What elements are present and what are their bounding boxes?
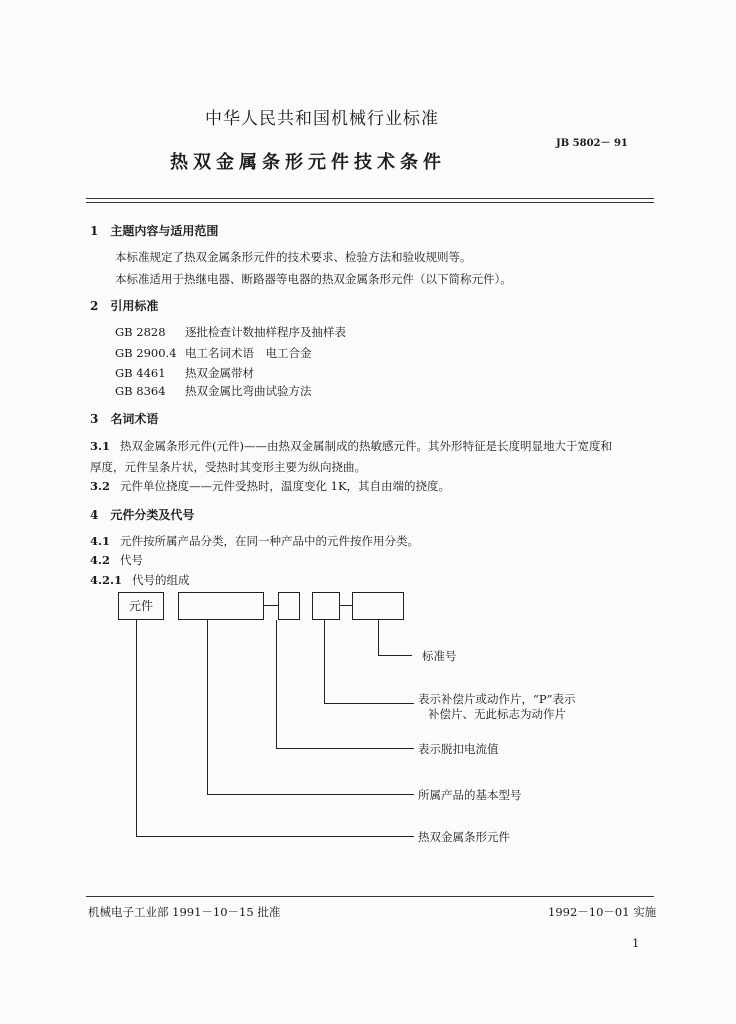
- lead-line-element-h: [136, 836, 414, 837]
- section-3-heading: 3 名词术语: [90, 412, 159, 426]
- header-rule: [86, 198, 654, 199]
- reference-item: [115, 365, 254, 381]
- clause-3-2: [90, 478, 450, 494]
- reference-title: 热双金属带材: [185, 366, 254, 380]
- clause-number: 3.2: [90, 479, 111, 493]
- reference-title: 电工名词术语 电工合金: [185, 346, 312, 360]
- label-element: 热双金属条形元件: [418, 830, 510, 844]
- clause-number: 4.2: [90, 553, 111, 567]
- reference-code: GB 2900.4: [115, 346, 177, 360]
- section-1-paragraph-2: 本标准适用于热继电器、断路器等电器的热双金属条形元件（以下简称元件）。: [115, 272, 512, 286]
- clause-text: 热双金属条形元件(元件)——由热双金属制成的热敏感元件。其外形特征是长度明显地大于宽度和: [120, 439, 612, 453]
- reference-item: [115, 324, 346, 340]
- header-rule-second: [86, 202, 654, 203]
- effective-date: 1992－10－01 实施: [548, 905, 657, 919]
- code-box-standard: [352, 592, 404, 620]
- approval-note: 机械电子工业部 1991－10－15 批准: [88, 905, 281, 919]
- reference-code: GB 4461: [115, 366, 166, 380]
- section-1-paragraph-1: 本标准规定了热双金属条形元件的技术要求、检验方法和验收规则等。: [115, 250, 472, 264]
- label-compensate-line-2: 补偿片、无此标志为动作片: [428, 707, 566, 721]
- lead-line-model: [207, 620, 208, 794]
- code-box-current: [278, 592, 300, 620]
- reference-title: 逐批检查计数抽样程序及抽样表: [185, 325, 346, 339]
- reference-title: 热双金属比弯曲试验方法: [185, 384, 312, 398]
- clause-text: 代号的组成: [132, 573, 190, 587]
- clause-number: 4.1: [90, 534, 111, 548]
- section-4-heading: 4 元件分类及代号: [90, 508, 195, 522]
- code-box-type: [312, 592, 340, 620]
- label-compensate-line-1: 表示补偿片或动作片，“P”表示: [418, 692, 576, 706]
- clause-4-1: [90, 533, 419, 549]
- clause-text: 代号: [120, 553, 143, 567]
- lead-line-trip: [276, 620, 277, 748]
- lead-line-type-h: [324, 703, 414, 704]
- clause-text: 元件按所属产品分类，在同一种产品中的元件按作用分类。: [120, 534, 419, 548]
- clause-3-1: [90, 438, 612, 454]
- lead-line-trip-h: [276, 748, 414, 749]
- document-title: 热双金属条形元件技术条件: [170, 152, 446, 173]
- reference-code: GB 8364: [115, 384, 166, 398]
- clause-number: 3.1: [90, 439, 111, 453]
- lead-line-type: [324, 620, 325, 703]
- code-box-model: [178, 592, 264, 620]
- label-standard-number: 标准号: [422, 649, 457, 663]
- code-box-element: 元件: [118, 592, 164, 620]
- reference-item: [115, 345, 312, 361]
- clause-3-1-continued: 厚度，元件呈条片状，受热时其变形主要为纵向挠曲。: [90, 460, 366, 474]
- reference-item: [115, 383, 312, 399]
- footer-rule: [86, 896, 654, 897]
- lead-line-standard: [378, 620, 379, 655]
- issuing-organization: 中华人民共和国机械行业标准: [205, 109, 439, 129]
- lead-line-element: [136, 620, 137, 836]
- reference-code: GB 2828: [115, 325, 166, 339]
- clause-4-2: [90, 552, 143, 568]
- lead-line-model-h: [207, 794, 414, 795]
- standard-code: JB 5802－ 91: [556, 138, 628, 149]
- label-base-model: 所属产品的基本型号: [418, 788, 522, 802]
- section-2-heading: 2 引用标准: [90, 299, 159, 313]
- clause-number: 4.2.1: [90, 573, 123, 587]
- connector-dash: [340, 605, 352, 606]
- lead-line-standard-h: [378, 655, 412, 656]
- label-trip-current: 表示脱扣电流值: [418, 742, 499, 756]
- clause-text: 元件单位挠度——元件受热时，温度变化 1K，其自由端的挠度。: [120, 479, 451, 493]
- clause-4-2-1: [90, 572, 190, 588]
- connector-dash: [264, 605, 278, 606]
- section-1-heading: 1 主题内容与适用范围: [90, 224, 219, 238]
- page-number: 1: [632, 936, 640, 950]
